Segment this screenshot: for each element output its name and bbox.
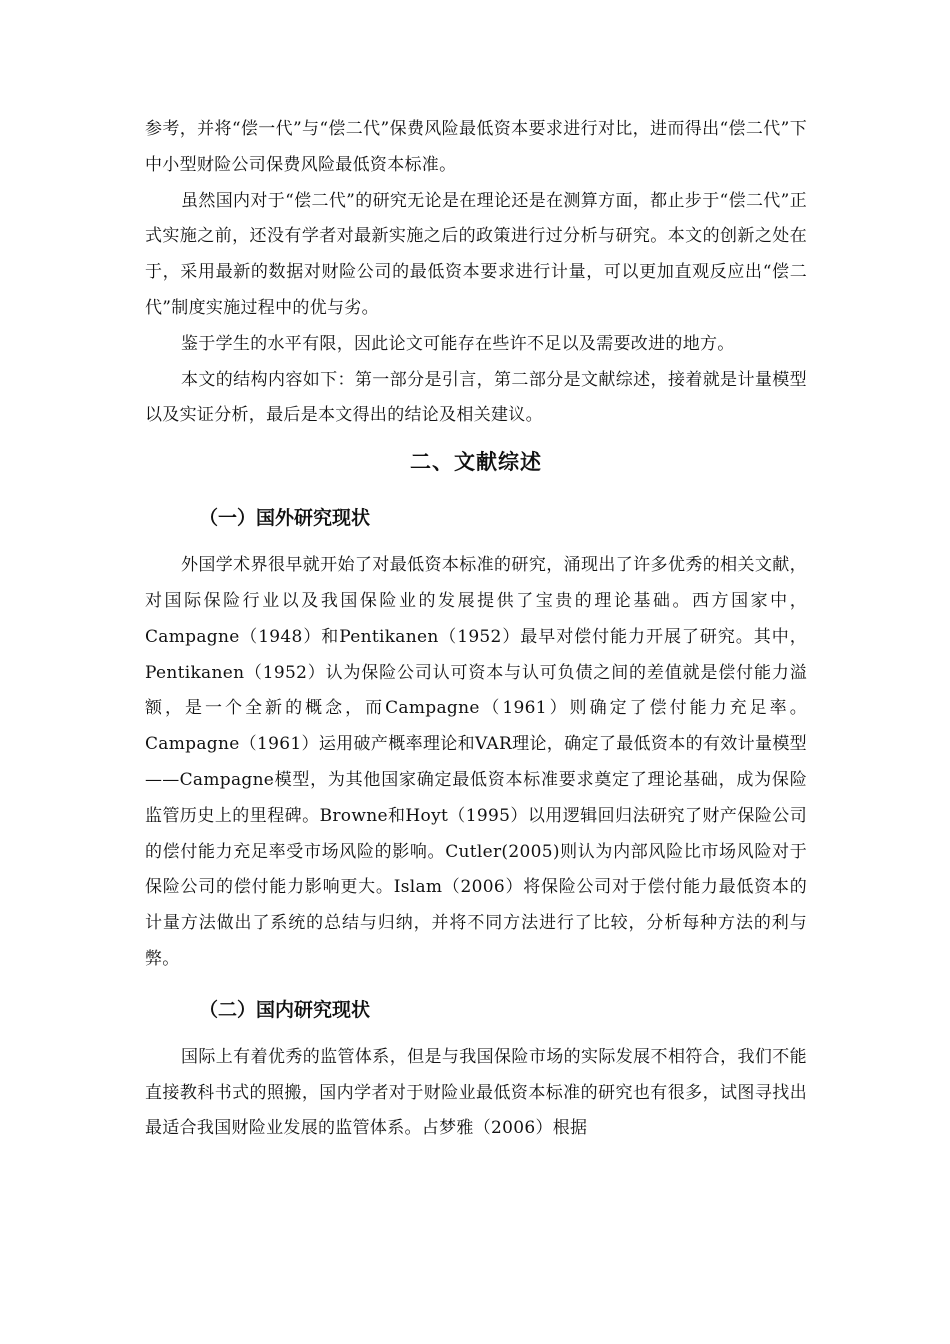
intro-paragraph-continued: 参考，并将“偿一代”与“偿二代”保费风险最低资本要求进行对比，进而得出“偿二代”下中小型财险公司保费风险最低资本标准。 — [145, 119, 807, 175]
intro-paragraph-structure: 本文的结构内容如下：第一部分是引言，第二部分是文献综述，接着就是计量模型以及实证分析，最后是本文得出的结论及相关建议。 — [145, 369, 807, 426]
foreign-research-paragraph: 外国学术界很早就开始了对最低资本标准的研究，涌现出了许多优秀的相关文献，对国际保险行业以及我国保险业的发展提供了宝贵的理论基础。西方国家中，Campagne（1948）和Pentikanen（1952）最早对偿付能力开展了研究。其中，Pentikanen（1952）认为保险公司认可资本与认可负债之间的差值就是偿付能力溢额，是一个全新的概念，而Campagne（1961）则确定了偿付能力充足率。Campagne（1961）运用破产概率理论和VAR理论，确定了最低资本的有效计量模型——Campagne模型，为其他国家确定最低资本标准要求奠定了理论基础，成为保险监管历史上的里程碑。Browne和Hoyt（1995）以用逻辑回归法研究了财产保险公司的偿付能力充足率受市场风险的影响。Cutler(2005)则认为内部风险比市场风险对于保险公司的偿付能力影响更大。Islam（2006）将保险公司对于偿付能力最低资本的计量方法做出了系统的总结与归纳，并将不同方法进行了比较，分析每种方法的利与弊。 — [145, 555, 807, 969]
intro-paragraph-limitations: 鉴于学生的水平有限，因此论文可能存在些许不足以及需要改进的地方。 — [181, 333, 735, 354]
section-title-literature-review: 二、文献综述 — [410, 449, 542, 475]
domestic-research-paragraph: 国际上有着优秀的监管体系，但是与我国保险市场的实际发展不相符合，我们不能直接教科书式的照搬，国内学者对于财险业最低资本标准的研究也有很多，试图寻找出最适合我国财险业发展的监管体系。占梦雅（2006）根据 — [145, 1046, 807, 1139]
subsection-title-foreign-research: （一）国外研究现状 — [199, 507, 371, 530]
document-page — [145, 112, 807, 1147]
intro-paragraph-innovation: 虽然国内对于“偿二代”的研究无论是在理论还是在测算方面，都止步于“偿二代”正式实施之前，还没有学者对最新实施之后的政策进行过分析与研究。本文的创新之处在于，采用最新的数据对财险公司的最低资本要求进行计量，可以更加直观反应出“偿二代”制度实施过程中的优与劣。 — [145, 190, 807, 318]
subsection-title-domestic-research: （二）国内研究现状 — [199, 998, 371, 1021]
